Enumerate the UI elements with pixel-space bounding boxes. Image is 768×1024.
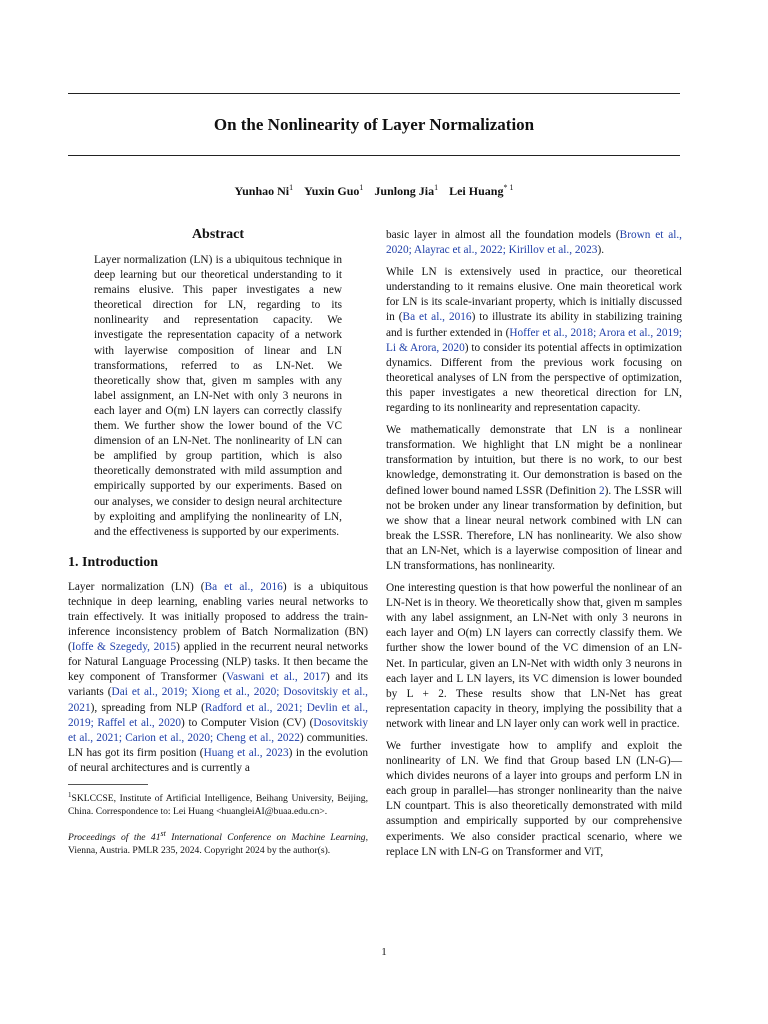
footnote-rule xyxy=(68,784,148,785)
citation-link[interactable]: Vaswani et al., 2017 xyxy=(226,671,326,684)
proceedings-note: Proceedings of the 41st International Conference on Machine Learning, Vienna, Austria. PMLR 235, 2024. Copyright 2024 by the author(s). xyxy=(68,829,368,856)
right-column xyxy=(386,228,682,867)
citation-link[interactable]: Ioffe & Szegedy, 2015 xyxy=(71,641,177,654)
author: Yuxin Guo$^1$ xyxy=(304,183,364,198)
definition-link[interactable]: 2 xyxy=(598,484,605,497)
author-list xyxy=(68,180,680,199)
citation-link[interactable]: Radford et al., 2021; Devlin et al., 2019; Raffel et al., 2020 xyxy=(68,701,368,729)
body-paragraph: One interesting question is that how powerful the nonlinear of an LN-Net is in theory. We theoretically show that, given m samples with any label assignment, an LN-Net with only 3 neurons in each layer and O(m) LN layers can correctly classify them. We further show the lower bound of the VC dimension of an LN-Net. In particular, given an LN-Net with width only 3 neurons in each layer and L LN layers, its VC dimension is lower bounded by L + 2. These results show that LN-Net has great representation capacity in theory, implying the possibility that a network with linear and LN layer only can work well in practice. xyxy=(386,582,682,730)
citation-link[interactable]: Ba et al., 2016 xyxy=(402,311,472,324)
body-paragraph: basic layer in almost all the foundation models (Brown et al., 2020; Alayrac et al., 2022; Kirillov et al., 2023). xyxy=(386,229,682,257)
title-rule-top xyxy=(68,93,680,94)
body-paragraph: We further investigate how to amplify and exploit the nonlinearity of LN. We find that Group based LN (LN-G)—which divides neurons of a layer into groups and perform LN in each group in parallel—has stronger nonlinearity than the naive LN countpart. This is also theoretically demonstrated with mild assumption and empirically supported by our comprehensive experiments. We also consider practical scenario, where we replace LN with LN-G on Transformer and ViT, xyxy=(386,740,682,858)
citation-link[interactable]: Ba et al., 2016 xyxy=(204,580,283,593)
body-paragraph: We mathematically demonstrate that LN is a nonlinear transformation. We highlight that LN might be a nonlinear transformation by intuition, but there is no work, to our best knowledge, demonstrating it. Our demonstration is based on the defined lower bound named LSSR (Definition 2). The LSSR will not be broken under any linear transformation by definition, but we show that a linear neural network combined with LN can break the LSSR. Therefore, LN has nonlinearity. We also show that an LN-Net, which is a layerwise composition of linear and LN transformations, has nonlinearity. xyxy=(386,424,683,572)
affiliation-footnote: $^1$SKLCCSE, Institute of Artificial Intelligence, Beihang University, Beijing, China. Correspondence to: Lei Huang <huangleiAI@buaa.edu.cn>. xyxy=(68,791,368,817)
left-column xyxy=(68,226,368,857)
citation-link[interactable]: Dosovitskiy et al., 2021; Carion et al., 2020; Cheng et al., 2022 xyxy=(68,716,368,744)
body-paragraph: While LN is extensively used in practice, our theoretical understanding to it remains elusive. One main theoretical work for LN is its scale-invariant property, which is initially discussed in (Ba et al., 2016) to illustrate its ability in stabilizing training and is further extended in (Hoffer et al., 2018; Arora et al., 2019; Li & Arora, 2020) to consider its potential affects in optimization dynamics. Different from the previous work focusing on theoretical analyses of LN from the perspective of optimization, this paper investigates a new theoretical direction for LN, regarding to its nonlinearity and representation capacity. xyxy=(386,266,682,415)
abstract-body: Layer normalization (LN) is a ubiquitous technique in deep learning but our theoretical understanding to it remains elusive. This paper investigates a new theoretical direction for LN, regarding to its nonlinearity and representation capacity. We investigate the representation capacity of a network with layerwise composition of linear and LN transformations, referred to as LN-Net. We theoretically show that, given m samples with any label assignment, an LN-Net with only 3 neurons in each layer and O(m) LN layers can correctly classify them. We further show the lower bound of the VC dimension of an LN-Net. The nonlinearity of LN can be amplified by group partition, which is also theoretically demonstrated with mild assumption and empirically supported by our experiments. Based on our analyses, we consider to design neural architecture by exploiting and amplifying the nonlinearity of LN, and the effectiveness is supported by our experiments. xyxy=(94,254,342,538)
citation-link[interactable]: Huang et al., 2023 xyxy=(203,746,289,759)
title-rule-bottom xyxy=(68,155,680,156)
author: Junlong Jia$^1$ xyxy=(374,183,439,198)
intro-paragraph: Layer normalization (LN) (Ba et al., 2016) is a ubiquitous technique in deep learning, enabling varies neural networks to train effectively. It was initially proposed to address the train-inference inconsistency problem of Batch Normalization (BN) (Ioffe & Szegedy, 2015) applied in the recurrent neural networks for Natural Language Processing (NLP) tasks. It then became the key component of Transformer (Vaswani et al., 2017) and its variants (Dai et al., 2019; Xiong et al., 2020; Dosovitskiy et al., 2021), spreading from NLP (Radford et al., 2021; Devlin et al., 2019; Raffel et al., 2020) to Computer Vision (CV) (Dosovitskiy et al., 2021; Carion et al., 2020; Cheng et al., 2022) communities. LN has got its firm position (Huang et al., 2023) in the evolution of neural architectures and is currently a xyxy=(68,580,368,774)
section-heading-introduction: 1. Introduction xyxy=(68,554,158,570)
citation-link[interactable]: Brown et al., 2020; Alayrac et al., 2022; Kirillov et al., 2023 xyxy=(386,229,682,257)
paper-title: On the Nonlinearity of Layer Normalization xyxy=(213,115,535,134)
citation-link[interactable]: Hoffer et al., 2018; Arora et al., 2019; Li & Arora, 2020 xyxy=(386,326,682,354)
citation-link[interactable]: Dai et al., 2019; Xiong et al., 2020; Dosovitskiy et al., 2021 xyxy=(68,686,368,714)
page-number: 1 xyxy=(381,946,387,958)
abstract-heading: Abstract xyxy=(191,227,245,242)
author: Lei Huang$^{* 1}$ xyxy=(449,183,514,198)
author: Yunhao Ni$^1$ xyxy=(234,183,294,198)
